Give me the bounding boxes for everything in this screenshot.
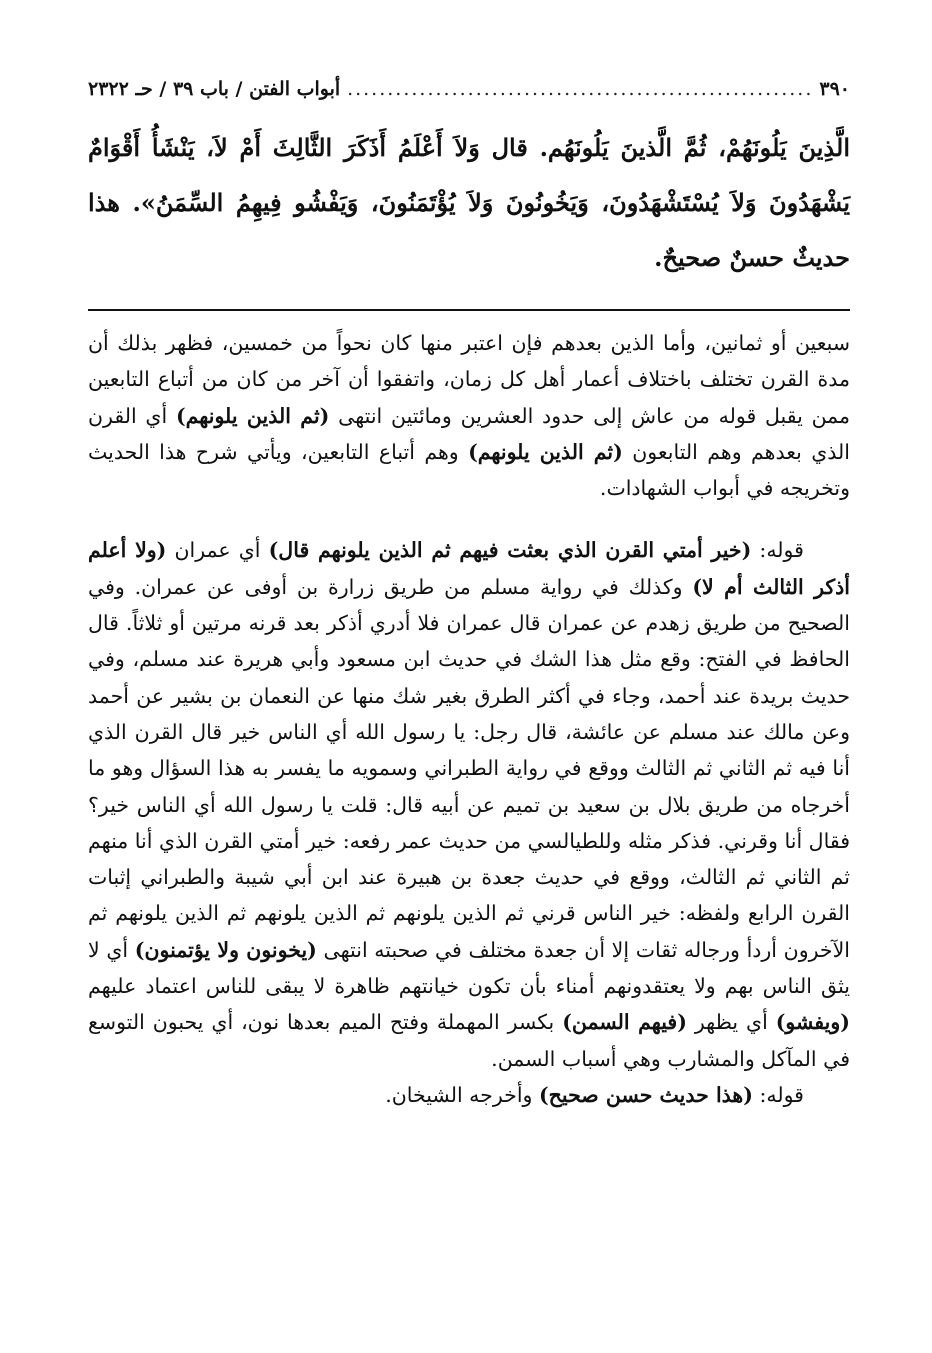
- book-page: [88, 78, 850, 1113]
- quoted-phrase: (ويفشو): [775, 1010, 850, 1035]
- page-header: [88, 78, 850, 112]
- text-run: وهم أتباع التابعين، ويأتي شرح هذا الحديث وتخريجه في أبواب الشهادات.: [88, 439, 850, 501]
- text-run: بكسر المهملة وفتح الميم بعدها نون، أي يحبون التوسع في المآكل والمشارب وهي أسباب السمن.: [88, 1010, 850, 1071]
- quoted-phrase: (ثم الذين يلونهم): [468, 439, 623, 464]
- page-number: ٣٩٠: [819, 78, 850, 100]
- quoted-phrase: (هذا حديث حسن صحيح): [538, 1082, 753, 1107]
- text-run: قوله:: [759, 1082, 804, 1107]
- header-dot-leader: [346, 78, 813, 100]
- text-run: وأخرجه الشيخان.: [385, 1082, 533, 1107]
- text-run: أي يظهر: [694, 1010, 768, 1035]
- text-run: قوله:: [759, 538, 804, 563]
- text-run: أي القرن الذي بعدهم وهم التابعون: [88, 403, 850, 464]
- quoted-phrase: (يخونون ولا يؤتمنون): [134, 937, 317, 962]
- paragraph-gap: [88, 506, 850, 532]
- quoted-phrase: (ثم الذين يلونهم): [175, 403, 330, 428]
- text-run: أي عمران: [174, 538, 261, 563]
- quoted-phrase: (خير أمتي القرن الذي بعثت فيهم ثم الذين يلونهم قال): [268, 538, 752, 563]
- commentary-paragraph-2: [88, 532, 850, 1076]
- text-run: أي لا يثق الناس بهم ولا يعتقدونهم أمناء بأن تكون خيانتهم ظاهرة لا يبقى للناس اعتماد عليهم: [88, 937, 850, 999]
- commentary-paragraph-3: [88, 1077, 850, 1113]
- hadith-text: الَّذِينَ يَلُونَهُمْ، ثُمَّ الَّذينَ يَلُونَهُم. قال وَلاَ أَعْلَمُ أَذَكَرَ الثَّالِثَ أَمْ لاَ، يَنْشَأُ أَقْوَامٌ يَشْهَدُونَ وَلاَ يُسْتَشْهَدُونَ، وَيَخُونُونَ وَلاَ يُؤْتَمَنُونَ، وَيَفْشُو فِيهِمُ السِّمَنُ». هذا حديثٌ حسنٌ صحيحٌ.: [88, 133, 850, 272]
- quoted-phrase: (ولا أعلم أذكر الثالث أم لا): [88, 538, 850, 599]
- running-title: أبواب الفتن / باب ٣٩ / حـ ٢٣٢٢: [88, 78, 341, 100]
- commentary-paragraph-1: [88, 325, 850, 506]
- text-run: سبعين أو ثمانين، وأما الذين بعدهم فإن اعتبر منها كان نحواً من خمسين، فظهر بذلك أن مدة القرن تختلف باختلاف أعمار أهل كل زمان، واتفقوا أن آخر من كان من أتباع التابعين ممن يقبل قوله من عاش إلى حدود العشرين ومائتين انتهى: [88, 331, 851, 428]
- quoted-phrase: (فيهم السمن): [562, 1010, 687, 1035]
- section-divider: [88, 309, 850, 311]
- text-run: وكذلك في رواية مسلم من طريق زرارة بن أوفى عن عمران. وفي الصحيح من طريق زهدم عن عمران قال عمران فلا أدري أذكر بعد قرنه مرتين أو ثلاثاً. قال الحافظ في الفتح: وقع مثل هذا الشك في حديث ابن مسعود وأبي هريرة عند مسلم، وفي حديث بريدة عند أحمد، وجاء في أكثر الطرق بغير شك منها عن النعمان بن بشير عن أحمد وعن مالك عند مسلم عن عائشة، قال رجل: يا رسول الله أي الناس خير قال القرن الذي أنا فيه ثم الثاني ثم الثالث ووقع في رواية الطبراني وسمويه ما يفسر به هذا السؤال وهو ما أخرجاه من طريق بلال بن سعيد بن تميم عن أبيه قال: قلت يا رسول الله أي الناس خير؟ فقال أنا وقرني. فذكر مثله وللطيالسي من حديث عمر رفعه: خير أمتي القرن الذي أنا منهم ثم الثاني ثم الثالث، ووقع في حديث جعدة بن هبيرة عند ابن أبي شيبة والطبراني إثبات القرن الرابع ولفظه: خير الناس قرني ثم الذين يلونهم ثم الذين يلونهم ثم الذين يلونهم ثم الآخرون أردأ ورجاله ثقات إلا أن جعدة مختلف في صحبته انتهى: [88, 574, 850, 962]
